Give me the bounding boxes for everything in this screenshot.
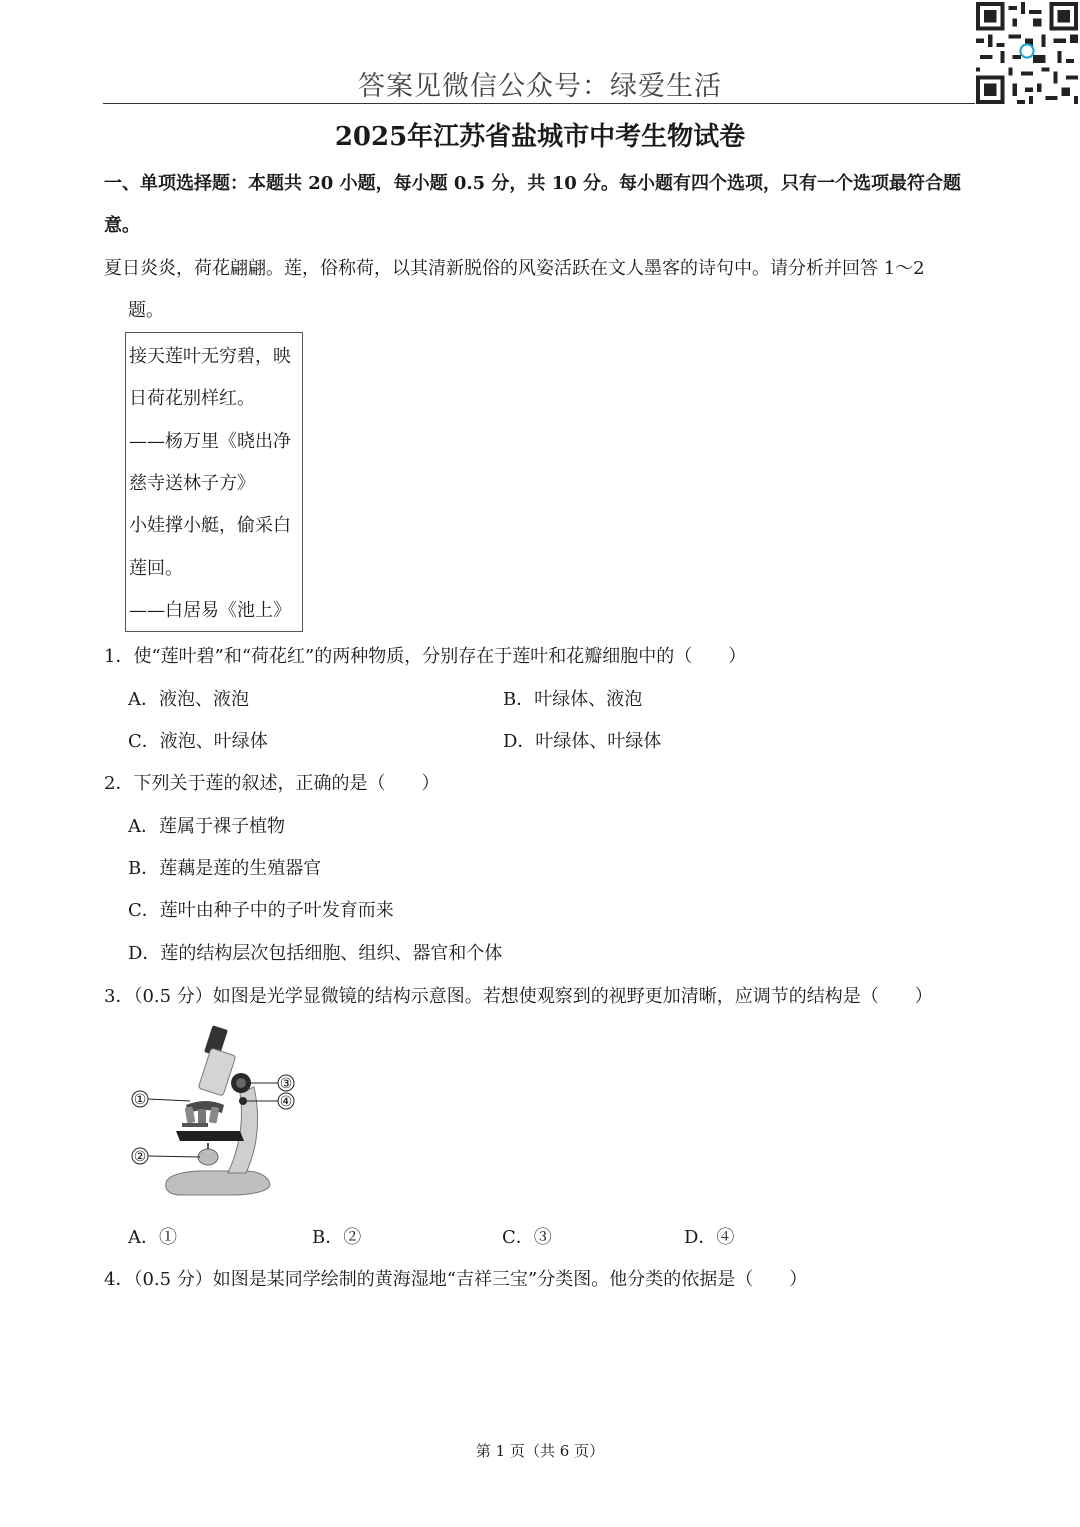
q1-option-d: D．叶绿体、叶绿体 (503, 731, 662, 752)
header-divider (103, 103, 975, 104)
microscope-label: ④ (279, 1094, 293, 1110)
q2-option-b: B．莲藕是莲的生殖器官 (128, 858, 322, 879)
question-1-stem: 1．使“莲叶碧”和“荷花红”的两种物质，分别存在于莲叶和花瓣细胞中的（ ） (104, 646, 747, 667)
q1-option-c: C．液泡、叶绿体 (128, 731, 268, 752)
poem-line: 小娃撑小艇，偷采白 (129, 515, 291, 536)
poem-line: 莲回。 (129, 558, 183, 579)
q3-option-d: D．④ (684, 1227, 735, 1248)
microscope-label: ① (133, 1092, 147, 1108)
intro-line1: 夏日炎炎，荷花翩翩。莲，俗称荷，以其清新脱俗的风姿活跃在文人墨客的诗句中。请分析并回答 1～2 (104, 258, 925, 279)
microscope-label: ③ (279, 1076, 293, 1092)
q3-option-a: A．① (128, 1227, 177, 1248)
intro-line2: 题。 (128, 300, 164, 321)
section-instructions-line2: 意。 (104, 215, 140, 236)
microscope-label: ② (133, 1149, 147, 1165)
watermark-header: 答案见微信公众号：绿爱生活 (358, 71, 722, 102)
q2-option-a: A．莲属于裸子植物 (128, 816, 285, 837)
qr-code-icon (976, 2, 1078, 104)
section-instructions-line1: 一、单项选择题：本题共 20 小题，每小题 0.5 分，共 10 分。每小题有四个选项，只有一个选项最符合题 (104, 173, 962, 194)
page-title: 2025年江苏省盐城市中考生物试卷 (334, 122, 746, 152)
q1-option-a: A．液泡、液泡 (128, 689, 249, 710)
poem-line: 日荷花别样红。 (129, 388, 255, 409)
microscope-diagram (128, 1023, 304, 1205)
page-footer: 第 1 页（共 6 页） (475, 1442, 605, 1460)
q3-option-c: C．③ (502, 1227, 552, 1248)
q2-option-c: C．莲叶由种子中的子叶发育而来 (128, 900, 394, 921)
question-3-stem: 3．（0.5 分）如图是光学显微镜的结构示意图。若想使观察到的视野更加清晰，应调节的结构是（ ） (104, 986, 933, 1007)
poem-line: ——杨万里《晓出净 (129, 431, 291, 452)
q3-option-b: B．② (312, 1227, 362, 1248)
poem-line: 慈寺送林子方》 (129, 473, 255, 494)
q2-option-d: D．莲的结构层次包括细胞、组织、器官和个体 (128, 943, 503, 964)
question-2-stem: 2．下列关于莲的叙述，正确的是（ ） (104, 773, 440, 794)
q1-option-b: B．叶绿体、液泡 (503, 689, 643, 710)
poem-line: 接天莲叶无穷碧，映 (129, 346, 291, 367)
poem-line: ——白居易《池上》 (129, 600, 291, 621)
question-4-stem: 4．（0.5 分）如图是某同学绘制的黄海湿地“吉祥三宝”分类图。他分类的依据是（ ） (104, 1269, 808, 1290)
